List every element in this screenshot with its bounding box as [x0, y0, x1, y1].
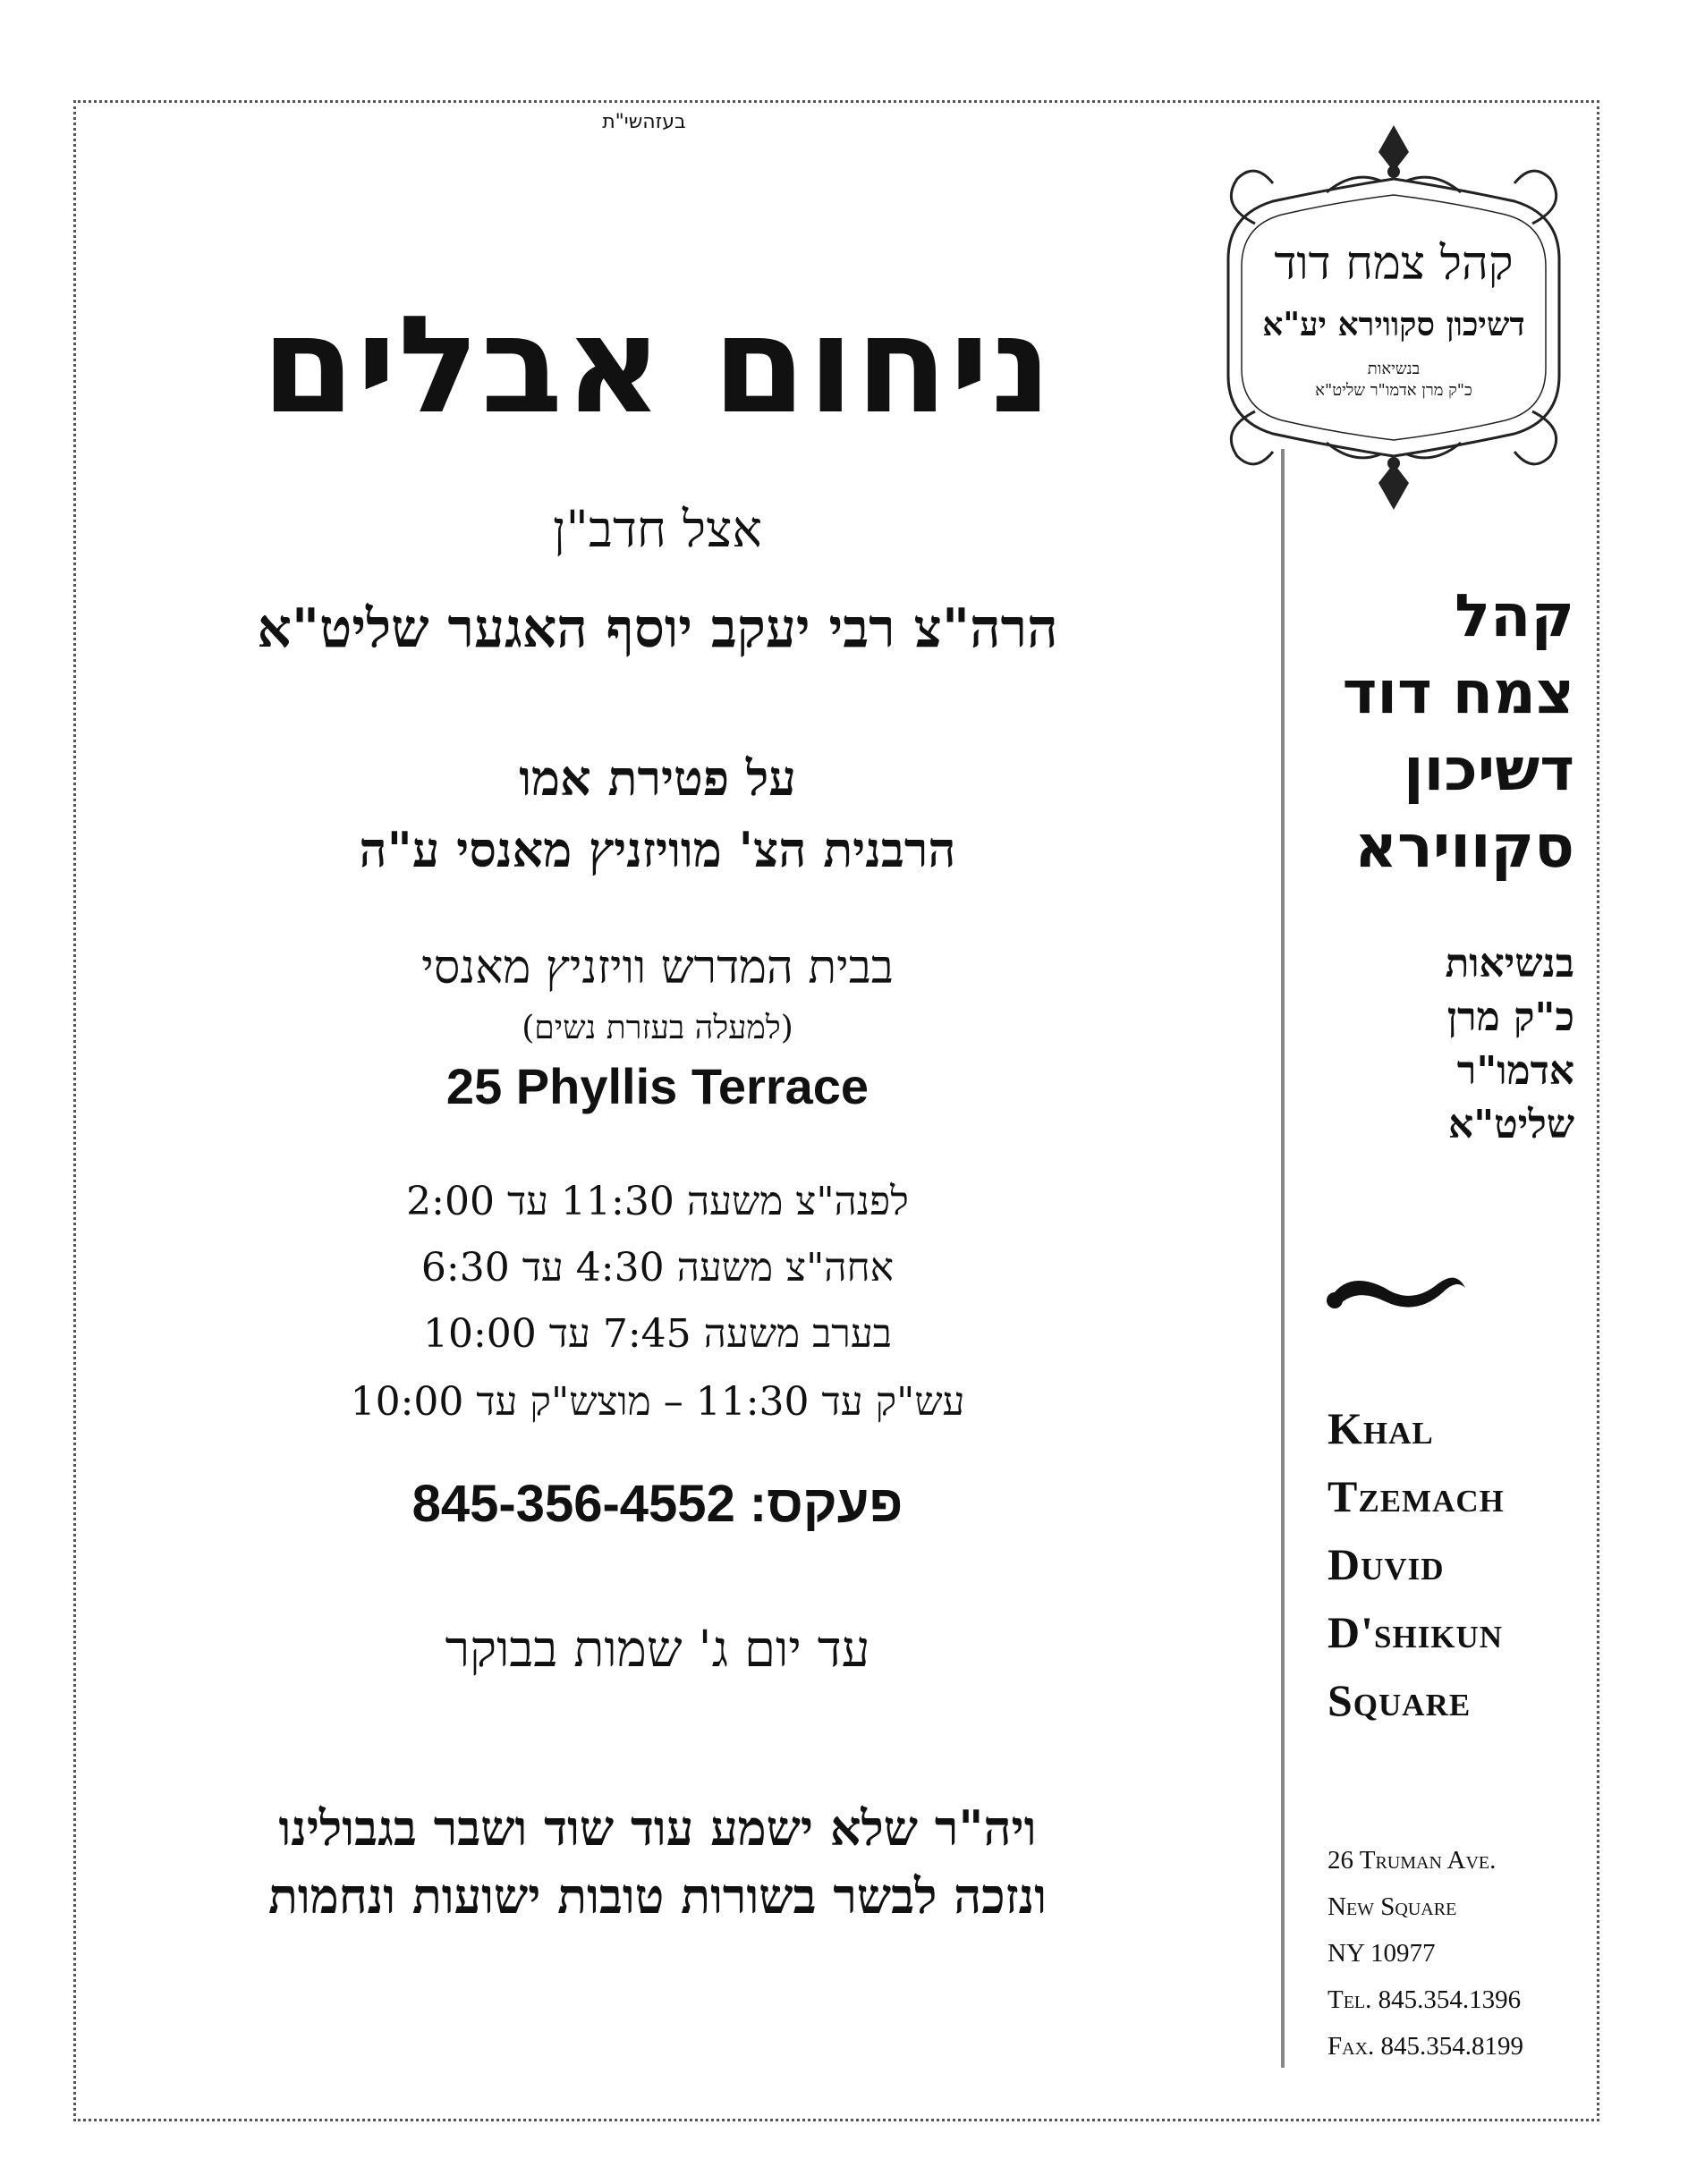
kehilla-name-line: קהל — [1455, 581, 1574, 650]
english-name-line: Tzemach — [1327, 1471, 1505, 1521]
hours-line: אחה"צ משעה 4:30 עד 6:30 — [420, 1245, 895, 1291]
contact-line: New Square — [1327, 1892, 1457, 1921]
until-line: עד יום ג' שמות בבוקר — [445, 1621, 870, 1679]
notice-title: ניחום אבלים — [261, 288, 1054, 444]
kehilla-name-line: דשיכון — [1404, 735, 1574, 804]
blessing-header: בעזהשי"ת — [602, 111, 686, 133]
leadership-line: בנשיאות — [1445, 941, 1574, 986]
english-name-line: D'shikun — [1327, 1607, 1504, 1657]
hours-line: עש"ק עד 11:30 – מוצש"ק עד 10:00 — [350, 1379, 965, 1425]
emblem-line: כ"ק מרן אדמו"ר שליט"א — [1315, 381, 1472, 400]
kehilla-name-line: סקווירא — [1354, 812, 1574, 881]
contact-line: 26 Truman Ave. — [1327, 1846, 1497, 1875]
vertical-divider — [1281, 449, 1285, 2068]
closing-line: ויה"ר שלא ישמע עוד שוד ושבר בגבולינו — [278, 1799, 1037, 1857]
kehilla-emblem — [1201, 116, 1586, 514]
at-line: אצל חדב"ן — [552, 501, 763, 559]
leadership-line: שליט"א — [1447, 1102, 1574, 1147]
location-note: (למעלה בעזרת נשים) — [522, 1010, 793, 1046]
closing-line: ונזכה לבשר בשורות טובות ישועות ונחמות — [267, 1867, 1048, 1925]
fax-number: 845-356-4552 :פעקס — [411, 1475, 903, 1533]
english-name-line: Duvid — [1327, 1539, 1445, 1589]
location-line: בבית המדרש וויזניץ מאנסי — [421, 941, 894, 995]
emblem-line: בנשיאות — [1367, 360, 1421, 378]
street-address: 25 Phyllis Terrace — [445, 1058, 869, 1114]
leadership-line: כ"ק מרן — [1446, 995, 1574, 1040]
contact-line: NY 10977 — [1327, 1939, 1436, 1968]
hours-line: בערב משעה 7:45 עד 10:00 — [422, 1311, 892, 1357]
deceased-name: הרבנית הצ' מוויזניץ מאנסי ע"ה — [359, 821, 956, 878]
english-name-line: Square — [1327, 1675, 1472, 1725]
english-name-line: Khal — [1327, 1403, 1434, 1453]
contact-line: Tel. 845.354.1396 — [1327, 1985, 1522, 2014]
kehilla-name-line: צמח דוד — [1342, 658, 1574, 727]
mourner-name: הרה"צ רבי יעקב יוסף האגער שליט"א — [257, 597, 1058, 660]
contact-line: Fax. 845.354.8199 — [1327, 2032, 1524, 2061]
swirl-ornament-icon — [1322, 1261, 1474, 1324]
emblem-line: דשיכון סקווירא יע"א — [1262, 306, 1525, 343]
passing-line: על פטירת אמו — [519, 749, 796, 807]
leadership-line: אדמו"ר — [1456, 1048, 1574, 1094]
hours-line: לפנה"צ משעה 11:30 עד 2:00 — [406, 1179, 909, 1224]
emblem-line: קהל צמח דוד — [1274, 237, 1514, 291]
